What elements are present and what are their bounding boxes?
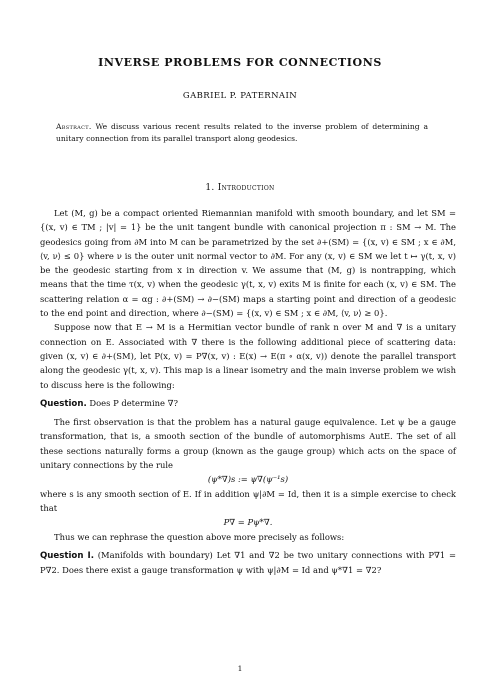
equation-1: (ψ*∇)s := ψ∇(ψ⁻¹s)	[207, 474, 289, 485]
question-1-text: (Manifolds with boundary) Let ∇1 and ∇2 be two unitary connections with P∇1 = P∇2. Does there exist a gauge transformation ψ with ψ|∂M = Id and ψ*∇1 = ∇2?	[40, 549, 456, 576]
question-1-label: Question I.	[40, 550, 94, 561]
question-1	[40, 548, 456, 578]
body-text	[40, 206, 456, 577]
question	[40, 396, 456, 411]
abstract-text: We discuss various recent results related to the inverse problem of determining a unitary connection from its parallel transport along geodesics.	[56, 122, 429, 143]
question-text: Does P determine ∇?	[89, 397, 178, 408]
section-heading	[0, 183, 480, 193]
paragraph-2: Suppose now that E → M is a Hermitian vector bundle of rank n over M and ∇ is a unitary connection on E. Associated with ∇ there is the following additional piece of scattering data: given (x, v) ∈ ∂+(SM), let P(x, v) = P∇(x, v) : E(x) → E(π ∘ α(x, v)) denote the parallel transport along the geodesic γ(t, x, v). This map is a linear isometry and the main inverse problem we wish to discuss here is the following:	[40, 322, 456, 390]
paper-title: INVERSE PROBLEMS FOR CONNECTIONS	[98, 56, 382, 69]
paragraph-5: Thus we can rephrase the question above more precisely as follows:	[54, 531, 345, 542]
paragraph-4: where s is any smooth section of E. If in addition ψ|∂M = Id, then it is a simple exercise to check that	[40, 488, 456, 513]
abstract	[56, 121, 428, 145]
section-number: 1.	[205, 183, 215, 193]
paper-author: GABRIEL P. PATERNAIN	[182, 91, 298, 101]
question-label: Question.	[40, 398, 87, 409]
paragraph-1: Let (M, g) be a compact oriented Riemannian manifold with smooth boundary, and let SM = {(x, v) ∈ TM ; |v| = 1} be the unit tangent bundle with canonical projection π : SM → M. The geodesics going from ∂M into M can be parametrized by the set ∂+(SM) = {(x, v) ∈ SM ; x ∈ ∂M, ⟨v, ν⟩ ≤ 0} where ν is the outer unit normal vector to ∂M. For any (x, v) ∈ SM we let t ↦ γ(t, x, v) be the geodesic starting from x in direction v. We assume that (M, g) is nontrapping, which means that the time τ(x, v) when the geodesic γ(t, x, v) exits M is finite for each (x, v) ∈ SM. The scattering relation α = αg : ∂+(SM) → ∂−(SM) maps a starting point and direction of a geodesic to the end point and direction, where ∂−(SM) = {(x, v) ∈ SM ; x ∈ ∂M, ⟨v, ν⟩ ≥ 0}.	[40, 208, 456, 319]
paragraph-3: The first observation is that the problem has a natural gauge equivalence. Let ψ be a gauge transformation, that is, a smooth section of the bundle of automorphisms AutE. The set of all these sections naturally forms a group (known as the gauge group) which acts on the space of unitary connections by the rule	[40, 417, 456, 471]
section-title: Introduction	[217, 183, 275, 193]
abstract-label: Abstract.	[56, 122, 92, 131]
page-number: 1	[237, 664, 243, 673]
equation-2: P∇ = Pψ*∇.	[223, 517, 273, 528]
